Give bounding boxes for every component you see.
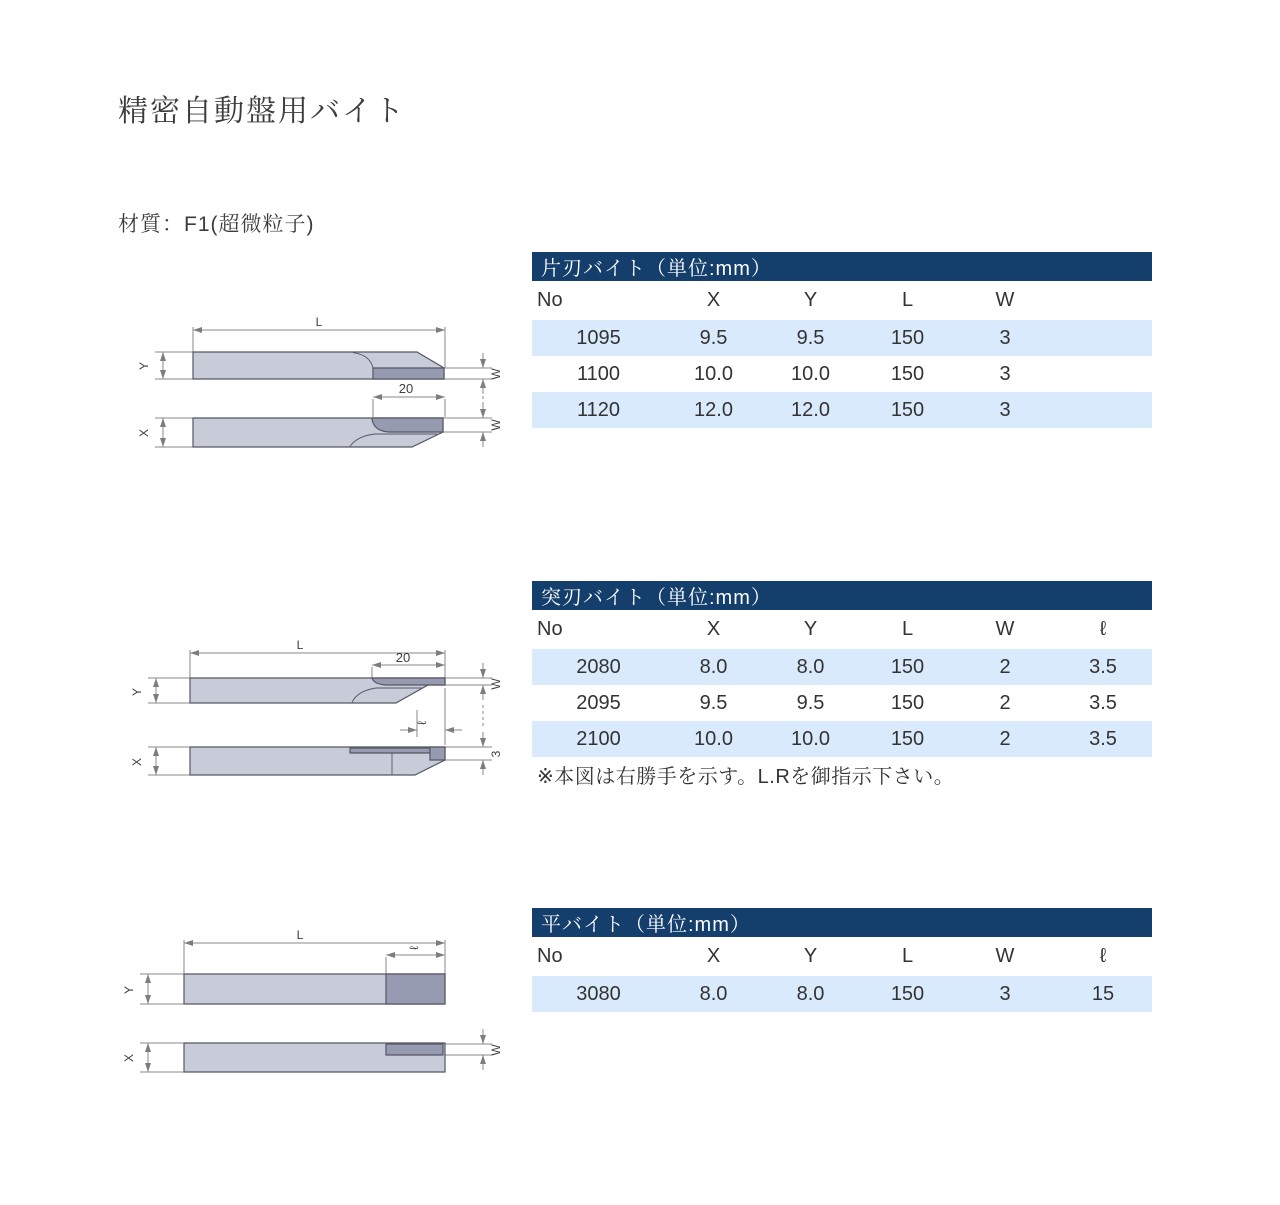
tool-views xyxy=(193,352,444,447)
cell-ell: 3.5 xyxy=(1089,727,1117,750)
dim-label-y: Y xyxy=(122,985,136,995)
table-single-edge-tool xyxy=(532,252,1152,428)
col-header-x: X xyxy=(706,945,721,967)
diagram-single-edge-tool xyxy=(120,315,530,465)
dim-label-3: 3 xyxy=(489,750,503,758)
material-label: 材質：F1(超微粒子) xyxy=(118,213,315,236)
diagram-cutoff-tool xyxy=(120,640,530,800)
cell-x: 10.0 xyxy=(694,362,733,385)
cell-w: 3 xyxy=(999,326,1011,349)
cell-l: 150 xyxy=(890,982,925,1005)
dim-label-w: W xyxy=(489,678,503,690)
dim-label-20: 20 xyxy=(398,381,414,396)
dim-label-w: W xyxy=(489,368,503,380)
table-title-bar xyxy=(532,581,1152,610)
tool-flip-view-blade-strip xyxy=(350,748,430,753)
cell-no: 1120 xyxy=(576,398,620,421)
dim-label-ell: ℓ xyxy=(415,721,429,725)
tool-top-view-blade xyxy=(372,678,445,685)
col-header-y: Y xyxy=(803,945,818,967)
table-header-row xyxy=(532,281,1152,320)
table-title: 突刃バイト（単位:mm） xyxy=(541,587,772,609)
dim-label-x: X xyxy=(130,757,144,767)
dim-label-ell: ℓ xyxy=(407,946,421,950)
dim-label-w: W xyxy=(489,419,503,431)
cell-l: 150 xyxy=(890,655,925,678)
col-header-l: L xyxy=(901,618,914,640)
col-header-w: W xyxy=(995,618,1015,640)
table-row xyxy=(532,685,1152,721)
table-row xyxy=(532,320,1152,356)
cell-x: 9.5 xyxy=(699,691,728,714)
table-flat-tool xyxy=(532,908,1152,1012)
dim-label-l: L xyxy=(296,640,304,652)
page-title: 精密自動盤用バイト xyxy=(118,95,406,128)
cell-l: 150 xyxy=(890,727,925,750)
col-header-l: L xyxy=(901,945,914,967)
col-header-l: L xyxy=(901,289,914,311)
cell-x: 12.0 xyxy=(694,398,733,421)
cell-ell: 15 xyxy=(1091,982,1115,1005)
col-header-no: No xyxy=(537,289,563,311)
col-header-ell: ℓ xyxy=(1099,945,1107,967)
dim-label-x: X xyxy=(137,428,151,438)
cell-x: 9.5 xyxy=(699,326,728,349)
cell-y: 9.5 xyxy=(796,691,825,714)
table-cutoff-tool xyxy=(532,581,1152,757)
cell-no: 2080 xyxy=(576,655,621,678)
tool-flip-view-tip xyxy=(430,747,445,760)
cell-w: 3 xyxy=(999,398,1011,421)
table-title-bar xyxy=(532,908,1152,937)
col-header-w: W xyxy=(995,945,1015,967)
cell-y: 10.0 xyxy=(791,362,830,385)
cell-l: 150 xyxy=(890,398,925,421)
dim-label-20: 20 xyxy=(395,650,411,665)
cell-y: 12.0 xyxy=(791,398,830,421)
cell-ell: 3.5 xyxy=(1089,691,1117,714)
dim-label-y: Y xyxy=(130,687,144,697)
cell-no: 3080 xyxy=(576,982,621,1005)
tool-top-view-tip xyxy=(386,974,445,1004)
col-header-x: X xyxy=(706,289,721,311)
table-row xyxy=(532,721,1152,757)
dim-label-l: L xyxy=(315,315,323,329)
tool-views xyxy=(184,974,445,1072)
table-header-row xyxy=(532,937,1152,976)
col-header-y: Y xyxy=(803,618,818,640)
cell-x: 8.0 xyxy=(699,982,728,1005)
table-row xyxy=(532,392,1152,428)
cell-w: 2 xyxy=(999,727,1011,750)
cell-x: 10.0 xyxy=(694,727,733,750)
tool-views xyxy=(190,678,445,775)
col-header-w: W xyxy=(995,289,1015,311)
cell-w: 3 xyxy=(999,982,1011,1005)
dim-label-l: L xyxy=(296,930,304,942)
cell-ell: 3.5 xyxy=(1089,655,1117,678)
hand-direction-note: ※本図は右勝手を示す。L.Rを御指示下さい。 xyxy=(537,766,955,788)
table-title: 平バイト（単位:mm） xyxy=(541,914,751,936)
col-header-y: Y xyxy=(803,289,818,311)
cell-w: 2 xyxy=(999,691,1011,714)
cell-w: 2 xyxy=(999,655,1011,678)
cell-no: 1100 xyxy=(576,362,620,385)
table-title-bar xyxy=(532,252,1152,281)
dim-label-y: Y xyxy=(137,361,151,371)
dim-label-x: X xyxy=(122,1053,136,1063)
cell-l: 150 xyxy=(890,362,925,385)
diagram-flat-tool xyxy=(120,930,530,1080)
tool-flip-view-blade xyxy=(386,1044,443,1055)
table-header-row xyxy=(532,610,1152,649)
cell-no: 2100 xyxy=(576,727,621,750)
cell-w: 3 xyxy=(999,362,1011,385)
col-header-x: X xyxy=(706,618,721,640)
cell-y: 10.0 xyxy=(791,727,830,750)
col-header-ell: ℓ xyxy=(1099,618,1107,640)
cell-x: 8.0 xyxy=(699,655,728,678)
cell-no: 2095 xyxy=(576,691,621,714)
dim-label-w: W xyxy=(489,1044,503,1056)
cell-l: 150 xyxy=(890,691,925,714)
table-title: 片刃バイト（単位:mm） xyxy=(541,258,772,280)
cell-y: 8.0 xyxy=(796,655,825,678)
cell-y: 8.0 xyxy=(796,982,825,1005)
col-header-no: No xyxy=(537,618,563,640)
cell-no: 1095 xyxy=(576,326,621,349)
col-header-no: No xyxy=(537,945,563,967)
cell-y: 9.5 xyxy=(796,326,825,349)
cell-l: 150 xyxy=(890,326,925,349)
tool-flip-view-blade xyxy=(372,418,443,432)
table-row xyxy=(532,976,1152,1012)
table-row xyxy=(532,356,1152,392)
tool-top-view-blade xyxy=(373,368,444,379)
table-row xyxy=(532,649,1152,685)
